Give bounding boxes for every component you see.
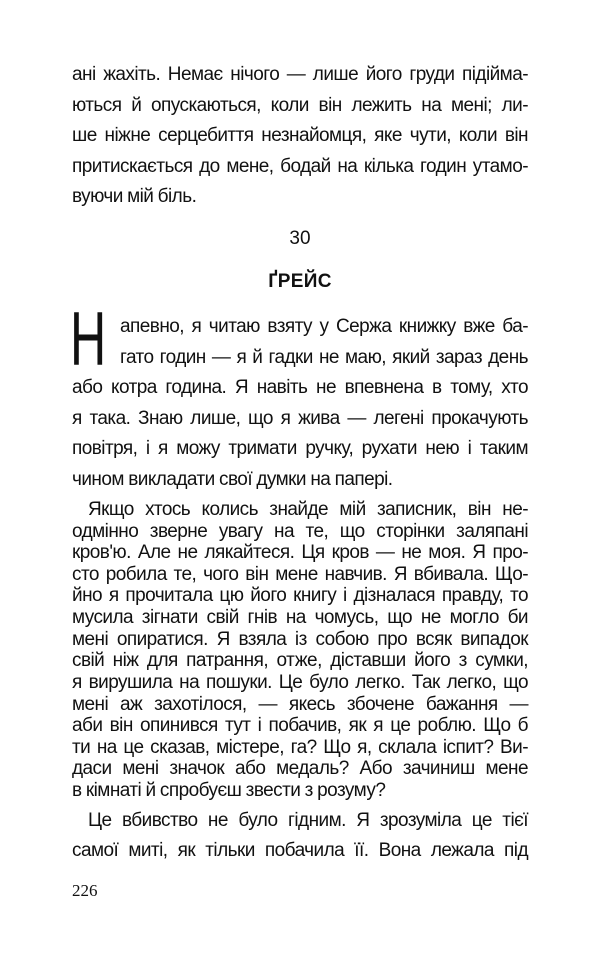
- text-line: кров'ю. Але не лякайтеся. Ця кров — не моя. Я про-: [72, 542, 528, 564]
- text-line: ше ніжне серцебиття незнайомця, яке чути, коли він: [72, 125, 528, 146]
- text-line: я вирушила на пошуки. Це було легко. Так легко, що: [72, 671, 528, 693]
- text-line: сто робила те, чого він мене навчив. Я вбивала. Що-: [72, 563, 528, 585]
- text-line: свій ніж для патрання, отже, діставши його з сумки,: [72, 650, 528, 672]
- text-line: притискається до мене, бодай на кілька годин утамо-: [72, 155, 528, 177]
- text-line: Якщо хтось колись знайде мій записник, він не-: [88, 499, 528, 520]
- text-line: одмінно зверне увагу на те, що сторінки заляпані: [72, 520, 528, 542]
- text-line: мені опиратися. Я взяла із собою про всяк випадок: [72, 628, 528, 650]
- text-line: чином викладати свої думки на папері.: [72, 468, 393, 490]
- book-page: [72, 0, 528, 958]
- text-line: ються й опускаються, коли він лежить на мені; ли-: [72, 94, 528, 116]
- chapter-number: 30: [289, 228, 311, 249]
- text-line: даси мені значок або медаль? Або зачиниш мене: [72, 758, 528, 780]
- chapter-title: ҐРЕЙС: [268, 271, 332, 292]
- text-line: Це вбивство не було гідним. Я зрозуміла це тієї: [88, 810, 528, 831]
- text-line: я така. Знаю лише, що я жива — легені прокачують: [72, 407, 528, 429]
- text-line: ти на це сказав, містере, га? Що я, склала іспит? Ви-: [72, 736, 528, 758]
- text-line: мусила зігнати свій гнів на чомусь, що не могло би: [72, 607, 528, 629]
- text-line: мені аж захотілося, — якесь збочене бажання —: [72, 693, 528, 715]
- text-line: повітря, і я можу тримати ручку, рухати нею і таким: [72, 438, 528, 459]
- text-line: вуючи мій біль.: [72, 186, 197, 207]
- text-line: гато годин — я й гадки не маю, який зараз день: [120, 346, 528, 368]
- text-line: аби він опинився тут і побачив, як я це роблю. Що б: [72, 715, 528, 737]
- text-line: ані жахіть. Немає нічого — лише його груди підійма-: [72, 64, 528, 85]
- text-line: йно я прочитала цю його книгу і дізналася правду, то: [72, 585, 528, 607]
- page-number: 226: [72, 881, 98, 900]
- text-line: або котра година. Я навіть не впевнена в тому, хто: [72, 377, 528, 398]
- text-line: апевно, я читаю взяту у Сержа книжку вже ба-: [120, 316, 528, 337]
- drop-cap: Н: [70, 297, 107, 382]
- text-line: самої миті, як тільки побачила її. Вона лежала під: [72, 840, 528, 861]
- text-line: в кімнаті й спробуєш звести з розуму?: [72, 780, 386, 801]
